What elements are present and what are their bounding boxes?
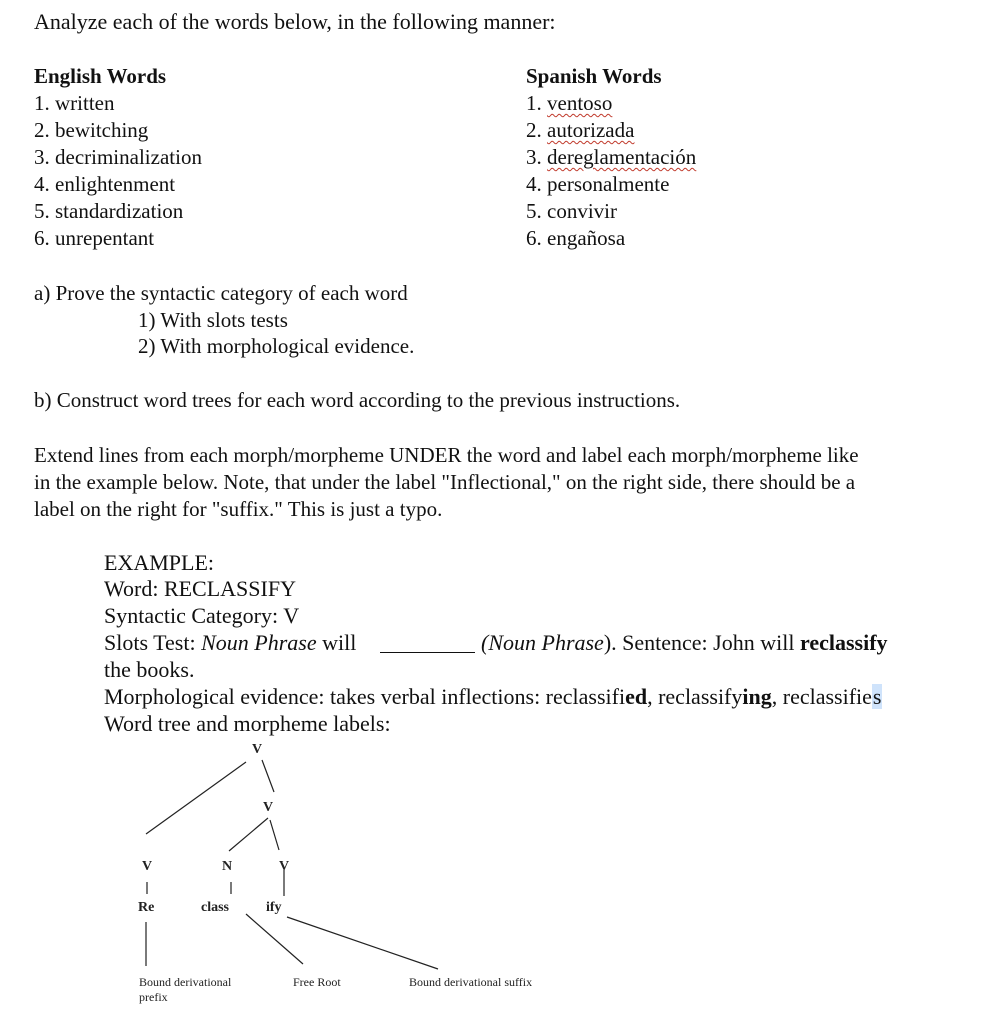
- tree-node-mid-v: V: [263, 800, 274, 815]
- spanish-item: [526, 225, 625, 251]
- english-item: 3. decriminalization: [34, 145, 202, 169]
- tree-node-v-right: V: [279, 859, 290, 874]
- example-word: Word: RECLASSIFY: [104, 576, 296, 601]
- slots-blank: [380, 652, 475, 653]
- tree-heading: Word tree and morpheme labels:: [104, 711, 391, 736]
- english-item: 2. bewitching: [34, 118, 149, 142]
- branch-top-left: [146, 762, 246, 834]
- branch-mid-right: [270, 820, 279, 850]
- spanish-item: [526, 117, 634, 143]
- slots-test-line-rest: [481, 629, 888, 656]
- spanish-item-word: personalmente: [547, 172, 670, 196]
- part-a-sub2: 2) With morphological evidence.: [138, 334, 415, 358]
- spanish-item: [526, 144, 696, 170]
- morph-ing: ing: [742, 684, 772, 709]
- word-tree: [0, 724, 984, 1024]
- part-a-label: a) Prove the syntactic category of each word: [34, 281, 408, 305]
- spanish-item-number: 5.: [526, 199, 547, 223]
- spanish-item-number: 3.: [526, 145, 547, 169]
- slots-np2: (Noun Phrase: [481, 630, 604, 655]
- example-category: Syntactic Category: V: [104, 603, 300, 628]
- slots-after: ). Sentence: John will: [603, 630, 800, 655]
- morph-mid1: , reclassify: [647, 684, 743, 709]
- tree-node-n: N: [222, 859, 233, 874]
- tree-morph-ify: ify: [266, 900, 282, 915]
- slots-prefix: Slots Test:: [104, 630, 202, 655]
- spanish-item-word: convivir: [547, 199, 617, 223]
- leader-suffix: [287, 917, 438, 969]
- morph-prefix: Morphological evidence: takes verbal inflections: reclassifi: [104, 684, 626, 709]
- morph-ed: ed: [625, 684, 648, 709]
- spanish-item-number: 2.: [526, 118, 547, 142]
- english-item: 5. standardization: [34, 199, 184, 223]
- tree-node-top-v: V: [252, 742, 263, 757]
- spanish-item: [526, 198, 617, 224]
- slots-np1: Noun Phrase: [201, 630, 317, 655]
- tree-label-root: Free Root: [293, 975, 341, 989]
- spanish-item-number: 4.: [526, 172, 547, 196]
- instructions-line: label on the right for "suffix." This is just a typo.: [34, 497, 443, 521]
- spanish-item-number: 6.: [526, 226, 547, 250]
- spanish-heading: Spanish Words: [526, 64, 662, 88]
- english-heading: English Words: [34, 64, 167, 88]
- tree-node-v-left: V: [142, 859, 153, 874]
- slots-bold-word: reclassify: [799, 630, 888, 655]
- english-item: 1. written: [34, 91, 115, 115]
- tree-label-prefix-line2: prefix: [139, 990, 168, 1004]
- tree-label-suffix: Bound derivational suffix: [409, 975, 533, 989]
- part-b-label: b) Construct word trees for each word according to the previous instructions.: [34, 388, 681, 412]
- spanish-item-word: engañosa: [547, 226, 626, 250]
- example-title: EXAMPLE:: [104, 550, 214, 575]
- english-item: 6. unrepentant: [34, 226, 155, 250]
- part-a-sub1: 1) With slots tests: [138, 308, 288, 332]
- tree-morph-class: class: [201, 900, 229, 915]
- leader-root: [246, 914, 303, 964]
- slots-test-line: [104, 629, 356, 656]
- morph-s: s: [872, 684, 882, 709]
- morph-mid2: , reclassifie: [771, 684, 872, 709]
- tree-label-prefix-line1: Bound derivational: [139, 975, 232, 989]
- slots-will: will: [316, 630, 357, 655]
- intro-text: Analyze each of the words below, in the following manner:: [34, 9, 556, 34]
- spanish-item: [526, 90, 612, 116]
- spanish-item: [526, 171, 669, 197]
- instructions-line: in the example below. Note, that under the label "Inflectional," on the right side, there should be a: [34, 470, 856, 494]
- spanish-item-word: dereglamentación: [547, 145, 697, 169]
- english-item: 4. enlightenment: [34, 172, 176, 196]
- spanish-item-number: 1.: [526, 91, 547, 115]
- branch-mid-left: [229, 818, 268, 851]
- branch-top-right: [262, 760, 274, 792]
- morph-evidence: [104, 683, 882, 710]
- instructions-line: Extend lines from each morph/morpheme UNDER the word and label each morph/morpheme like: [34, 443, 859, 467]
- spanish-item-word: autorizada: [547, 118, 635, 142]
- slots-test-line2: the books.: [104, 657, 195, 682]
- tree-morph-re: Re: [138, 900, 155, 915]
- spanish-item-word: ventoso: [547, 91, 613, 115]
